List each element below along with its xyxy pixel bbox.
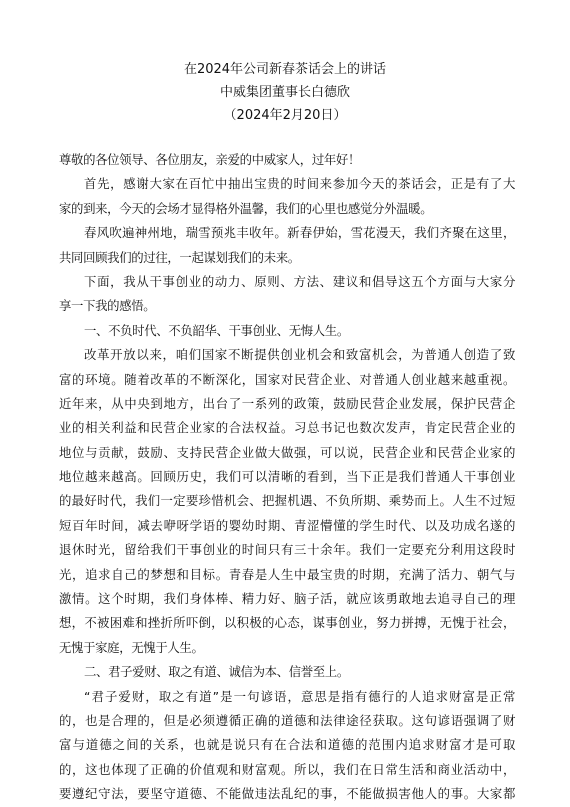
paragraph-line: 短百年时间，减去咿呀学语的婴幼时期、青涩懵懂的学生时代、以及功成名遂的 — [59, 517, 515, 533]
paragraph-line: 富的环境。随着改革的不断深化，国家对民营企业、对普通人创业越来越重视。 — [59, 371, 515, 387]
speaker-line: 中威集团董事长白德欣 — [219, 85, 350, 100]
paragraph-line: 共同回顾我们的过往，一起谋划我们的未来。 — [59, 249, 300, 265]
speech-date: （2024年2月20日） — [223, 108, 347, 123]
paragraph-line: 春风吹遍神州地，瑞雪预兆丰收年。新春伊始，雪花漫天，我们齐聚在这里， — [84, 225, 515, 241]
paragraph-line: 激情。这个时期，我们身体棒、精力好、脑子活，就应该勇敢地去追寻自己的理 — [59, 591, 515, 607]
paragraph-line: 享一下我的感悟。 — [59, 298, 156, 314]
speech-header — [0, 58, 570, 127]
paragraph-line: 近年来，从中央到地方，出台了一系列的政策，鼓励民营企业发展，保护民营企 — [59, 395, 515, 411]
paragraph-line: 无愧于家庭，无愧于人生。 — [59, 639, 204, 655]
paragraph-line: 光，追求自己的梦想和目标。青春是人生中最宝贵的时期，充满了活力、朝气与 — [59, 566, 515, 582]
paragraph-line: 想，不被困难和挫折所吓倒，以积极的心态，谋事创业，努力拼搏，无愧于社会， — [59, 615, 515, 631]
speech-body — [59, 148, 515, 807]
paragraph-line: 业的相关利益和民营企业家的合法权益。习总书记也数次发声，肯定民营企业的 — [59, 420, 515, 436]
paragraph-line: 的最好时代，我们一定要珍惜机会、把握机遇、不负所期、乘势而上。人生不过短 — [59, 493, 515, 509]
paragraph-line: 下面，我从干事创业的动力、原则、方法、建议和倡导这五个方面与大家分 — [84, 273, 515, 289]
section-heading-2: 二、君子爱财、取之有道、诚信为本、信誉至上。 — [84, 664, 349, 680]
paragraph-line: 地位与贡献，鼓励、支持民营企业做大做强，可以说，民营企业和民营企业家的 — [59, 444, 515, 460]
paragraph-line: 首先，感谢大家在百忙中抽出宝贵的时间来参加今天的茶话会，正是有了大 — [84, 176, 515, 192]
paragraph-line: 地位越来越高。回顾历史，我们可以清晰的看到，当下正是我们普通人干事创业 — [59, 469, 515, 485]
section-heading-1: 一、不负时代、不负韶华、干事创业、无悔人生。 — [84, 322, 349, 338]
paragraph-line: 要遵纪守法，要坚守道德、不能做违法乱纪的事，不能做损害他人的事。大家都 — [59, 786, 515, 802]
paragraph-line: 的，也是合理的，但是必须遵循正确的道德和法律途径获取。这句谚语强调了财 — [59, 712, 515, 728]
paragraph-line: 的，这也体现了正确的价值观和财富观。所以，我们在日常生活和商业活动中， — [59, 761, 515, 777]
paragraph-line: 家的到来，今天的会场才显得格外温馨，我们的心里也感觉分外温暖。 — [59, 200, 433, 216]
paragraph-line: 富与道德之间的关系，也就是说只有在合法和道德的范围内追求财富才是可取 — [59, 737, 515, 753]
speech-title: 在2024年公司新春茶话会上的讲话 — [183, 62, 387, 77]
paragraph-line: 退休时光，留给我们干事创业的时间只有三十余年。我们一定要充分利用这段时 — [59, 542, 515, 558]
paragraph-line: 改革开放以来，咱们国家不断提供创业机会和致富机会，为普通人创造了致 — [84, 347, 515, 363]
salutation-line: 尊敬的各位领导、各位朋友，亲爱的中威家人，过年好！ — [59, 152, 361, 167]
paragraph-line: “君子爱财，取之有道”是一句谚语，意思是指有德行的人追求财富是正常 — [84, 688, 515, 704]
